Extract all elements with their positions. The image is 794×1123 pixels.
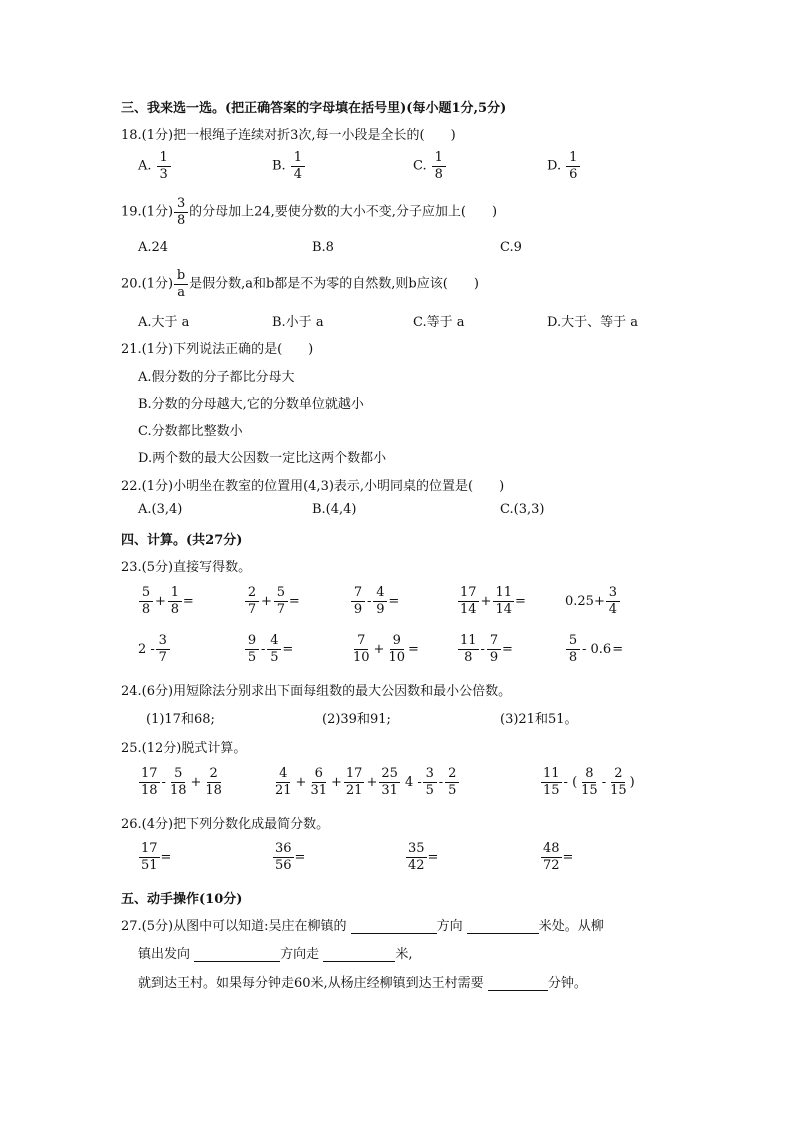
q25-stem: 25.(12分)脱式计算。 <box>121 741 247 756</box>
numerator: 5 <box>566 633 580 650</box>
numerator: 9 <box>245 633 259 650</box>
answer-blank[interactable] <box>467 919 539 934</box>
fraction <box>273 766 294 798</box>
q26-item-3 <box>405 841 438 873</box>
denominator: 51 <box>141 857 158 873</box>
equals-sign: = <box>388 593 400 609</box>
denominator: 15 <box>581 782 598 798</box>
q24-item-2: (2)39和91; <box>322 712 391 727</box>
fraction <box>139 585 153 617</box>
q21-option-d[interactable]: D.两个数的最大公因数一定比这两个数都小 <box>138 451 387 466</box>
denominator: 4 <box>293 166 302 182</box>
expression-prefix: 2 - <box>138 641 155 657</box>
fraction <box>541 841 562 873</box>
numerator: 8 <box>582 766 596 783</box>
q26-item-2 <box>272 841 305 873</box>
denominator: 72 <box>543 857 560 873</box>
fraction <box>566 633 580 665</box>
fraction <box>245 585 259 617</box>
answer-blank[interactable] <box>351 919 437 934</box>
operator: + <box>295 774 307 790</box>
q26-item-4 <box>540 841 573 873</box>
denominator: a <box>177 284 185 300</box>
fraction <box>458 585 479 617</box>
denominator: 5 <box>448 782 457 798</box>
denominator: 6 <box>569 166 578 182</box>
q23-r2-expr3 <box>350 633 419 665</box>
numerator: 35 <box>408 841 425 856</box>
q20-option-c[interactable]: C.等于 a <box>413 315 465 330</box>
q27-text: 方向走 <box>280 947 320 962</box>
fraction <box>203 766 224 798</box>
denominator: 4 <box>608 601 617 617</box>
operator: - 0.6 <box>582 641 612 657</box>
fraction <box>174 268 188 300</box>
q23-r1-expr2 <box>244 585 300 617</box>
q23-stem: 23.(5分)直接写得数。 <box>121 560 252 575</box>
fraction <box>445 766 459 798</box>
fraction <box>406 841 427 873</box>
q23-r2-expr5 <box>565 633 623 665</box>
operator: + <box>155 593 166 609</box>
fraction <box>139 766 160 798</box>
q27-line1 <box>121 915 604 934</box>
q22-stem: 22.(1分)小明坐在教室的位置用(4,3)表示,小明同桌的位置是( ) <box>121 479 505 494</box>
denominator: 18 <box>205 782 222 798</box>
fraction <box>386 633 407 665</box>
q24-item-1: (1)17和68; <box>146 712 215 727</box>
denominator: 5 <box>270 649 279 665</box>
answer-blank[interactable] <box>323 947 395 962</box>
equals-sign: = <box>160 849 172 865</box>
fraction <box>579 766 600 798</box>
fraction <box>168 766 189 798</box>
numerator: 3 <box>606 585 620 602</box>
numerator: 36 <box>275 841 292 856</box>
denominator: 8 <box>170 601 180 617</box>
denominator: 14 <box>460 601 477 617</box>
q22-option-c[interactable]: C.(3,3) <box>500 502 545 517</box>
equals-sign: = <box>282 641 294 657</box>
fraction <box>493 585 514 617</box>
q18-option-b[interactable] <box>272 150 306 182</box>
numerator: 1 <box>168 585 182 602</box>
q19-option-a[interactable]: A.24 <box>138 240 169 255</box>
close-paren: ) <box>629 774 635 790</box>
fraction <box>432 150 446 182</box>
equals-sign: = <box>288 593 300 609</box>
q23-r1-expr3 <box>350 585 399 617</box>
question-number: 19.(1分) <box>121 204 174 220</box>
denominator: 9 <box>353 601 363 617</box>
answer-blank[interactable] <box>488 976 548 991</box>
numerator: 6 <box>312 766 326 783</box>
operator: + <box>190 774 202 790</box>
q27-text: 镇出发向 <box>138 947 191 962</box>
denominator: 8 <box>176 212 186 228</box>
operator: + <box>331 774 342 790</box>
q23-r1-expr4 <box>457 585 526 617</box>
numerator: 4 <box>267 633 281 650</box>
question-number: 20.(1分) <box>121 276 174 292</box>
fraction <box>423 766 437 798</box>
operator: - <box>367 593 372 609</box>
section4-title: 四、计算。(共27分) <box>121 533 243 548</box>
fraction <box>245 633 259 665</box>
q27-line2 <box>138 943 412 962</box>
question-text: 是假分数,a和b都是不为零的自然数,则b应该( ) <box>189 276 479 292</box>
fraction <box>267 633 281 665</box>
operator: + <box>261 593 272 609</box>
fraction <box>344 766 365 798</box>
numerator: 3 <box>174 196 188 213</box>
fraction <box>174 196 188 228</box>
numerator: 17 <box>141 766 158 781</box>
denominator: 21 <box>275 782 292 798</box>
operator: - <box>261 641 266 657</box>
denominator: 15 <box>543 782 560 798</box>
q27-text: 米处。从柳 <box>538 919 604 934</box>
denominator: 9 <box>376 601 385 617</box>
equals-sign: = <box>408 641 419 657</box>
operator: + <box>480 593 492 609</box>
denominator: 10 <box>388 649 405 665</box>
denominator: 18 <box>169 782 187 798</box>
numerator: 7 <box>351 585 365 602</box>
q21-stem: 21.(1分)下列说法正确的是( ) <box>121 342 314 357</box>
q26-item-1 <box>138 841 171 873</box>
q23-r1-expr1 <box>138 585 194 617</box>
q21-option-b[interactable]: B.分数的分母越大,它的分数单位就越小 <box>138 397 364 412</box>
numerator: 1 <box>566 150 580 167</box>
denominator: 14 <box>495 601 512 617</box>
equals-sign: = <box>427 849 439 865</box>
numerator: 2 <box>207 766 221 783</box>
q19-stem <box>121 196 497 228</box>
fraction <box>157 150 171 182</box>
numerator: 11 <box>543 766 560 781</box>
q27-line3 <box>138 972 587 991</box>
numerator: 7 <box>487 633 501 650</box>
fraction <box>487 633 501 665</box>
q19-option-b[interactable]: B.8 <box>312 240 334 255</box>
denominator: 56 <box>275 857 292 873</box>
fraction <box>168 585 182 617</box>
fraction <box>379 766 400 798</box>
numerator: 4 <box>373 585 387 602</box>
fraction <box>541 766 562 798</box>
denominator: 10 <box>353 649 370 665</box>
denominator: 7 <box>276 601 286 617</box>
section5-title: 五、动手操作(10分) <box>121 892 243 907</box>
q25-expr4 <box>540 766 635 798</box>
denominator: 31 <box>381 782 398 798</box>
numerator: 7 <box>354 633 368 650</box>
q25-expr1 <box>138 766 225 798</box>
q23-r1-expr5 <box>565 585 621 617</box>
section3-title: 三、我来选一选。(把正确答案的字母填在括号里)(每小题1分,5分) <box>121 101 507 116</box>
q23-r2-expr2 <box>244 633 293 665</box>
fraction <box>139 841 160 873</box>
option-label: D. <box>547 158 562 174</box>
denominator: 15 <box>610 782 627 798</box>
fraction <box>566 150 580 182</box>
numerator: 3 <box>423 766 437 783</box>
q18-option-a[interactable] <box>138 150 172 182</box>
fraction <box>351 585 365 617</box>
q18-stem: 18.(1分)把一根绳子连续对折3次,每一小段是全长的( ) <box>121 128 456 143</box>
q27-text: 就到达王村。如果每分钟走60米,从杨庄经柳镇到达王村需要 <box>138 976 484 991</box>
operator: - <box>161 774 166 790</box>
numerator: 1 <box>157 150 171 167</box>
denominator: 7 <box>158 649 167 665</box>
expression-prefix: 4 - <box>405 774 422 790</box>
numerator: 4 <box>276 766 290 783</box>
q20-option-b[interactable]: B.小于 a <box>272 315 324 330</box>
numerator: 17 <box>141 841 158 856</box>
fraction <box>156 633 170 665</box>
equals-sign: = <box>515 593 526 609</box>
q20-option-a[interactable]: A.大于 a <box>138 315 190 330</box>
q27-text: 27.(5分)从图中可以知道:吴庄在柳镇的 <box>121 919 347 934</box>
numerator: 17 <box>460 585 477 600</box>
q23-r2-expr1 <box>138 633 171 665</box>
option-label: B. <box>272 158 286 174</box>
fraction <box>274 585 288 617</box>
denominator: 18 <box>141 782 158 798</box>
q25-expr2 <box>272 766 401 798</box>
equals-sign: = <box>562 849 574 865</box>
operator: - <box>601 774 607 790</box>
q19-option-c[interactable]: C.9 <box>500 240 522 255</box>
denominator: 8 <box>464 649 473 665</box>
denominator: 5 <box>425 782 434 798</box>
equals-sign: = <box>612 641 624 657</box>
q27-text: 米, <box>395 947 413 962</box>
operator: - ( <box>563 774 578 790</box>
denominator: 8 <box>434 166 443 182</box>
fraction <box>608 766 629 798</box>
option-label: A. <box>138 158 152 174</box>
operator: + <box>366 774 378 790</box>
fraction <box>291 150 305 182</box>
numerator: 11 <box>495 585 512 600</box>
q26-stem: 26.(4分)把下列分数化成最简分数。 <box>121 817 330 832</box>
q25-expr3 <box>405 766 460 798</box>
equals-sign: = <box>182 593 194 609</box>
q23-r2-expr4 <box>457 633 513 665</box>
q27-text: 分钟。 <box>547 976 587 991</box>
numerator: 9 <box>390 633 404 650</box>
answer-blank[interactable] <box>194 947 280 962</box>
q22-option-b[interactable]: B.(4,4) <box>312 502 357 517</box>
operator: - <box>438 774 444 790</box>
numerator: 17 <box>345 766 363 781</box>
q27-text: 方向 <box>436 919 463 934</box>
denominator: 7 <box>247 601 257 617</box>
equals-sign: = <box>501 641 513 657</box>
numerator: 1 <box>291 150 305 167</box>
equals-sign: = <box>294 849 306 865</box>
fraction <box>373 585 387 617</box>
operator: + <box>373 641 385 657</box>
question-text: 的分母加上24,要使分数的大小不变,分子应加上( ) <box>189 204 498 220</box>
denominator: 42 <box>408 857 425 873</box>
numerator: 25 <box>381 766 398 781</box>
q20-stem <box>121 268 479 300</box>
numerator: 2 <box>611 766 625 783</box>
q22-option-a[interactable]: A.(3,4) <box>138 502 183 517</box>
denominator: 5 <box>247 649 257 665</box>
fraction <box>458 633 479 665</box>
numerator: 5 <box>171 766 185 783</box>
numerator: 3 <box>156 633 170 650</box>
denominator: 8 <box>568 649 578 665</box>
numerator: 2 <box>445 766 459 783</box>
option-label: C. <box>413 158 427 174</box>
denominator: 31 <box>310 782 327 798</box>
q21-option-a[interactable]: A.假分数的分子都比分母大 <box>138 370 295 385</box>
numerator: 48 <box>543 841 560 856</box>
numerator: 1 <box>432 150 446 167</box>
q18-option-d[interactable] <box>547 150 581 182</box>
numerator: 5 <box>274 585 288 602</box>
denominator: 9 <box>489 649 499 665</box>
q24-item-3: (3)21和51。 <box>500 712 578 727</box>
expression-prefix: 0.25+ <box>565 593 605 609</box>
denominator: 8 <box>141 601 151 617</box>
numerator: 5 <box>139 585 153 602</box>
fraction <box>606 585 620 617</box>
q18-option-c[interactable] <box>413 150 447 182</box>
numerator: b <box>174 268 188 285</box>
q21-option-c[interactable]: C.分数都比整数小 <box>138 424 243 439</box>
fraction <box>308 766 329 798</box>
denominator: 21 <box>345 782 363 798</box>
numerator: 2 <box>245 585 259 602</box>
q24-stem: 24.(6分)用短除法分别求出下面每组数的最大公因数和最小公倍数。 <box>121 684 512 699</box>
numerator: 11 <box>460 633 477 648</box>
fraction <box>273 841 294 873</box>
q20-option-d[interactable]: D.大于、等于 a <box>547 315 638 330</box>
operator: - <box>480 641 485 657</box>
denominator: 3 <box>159 166 168 182</box>
fraction <box>351 633 372 665</box>
